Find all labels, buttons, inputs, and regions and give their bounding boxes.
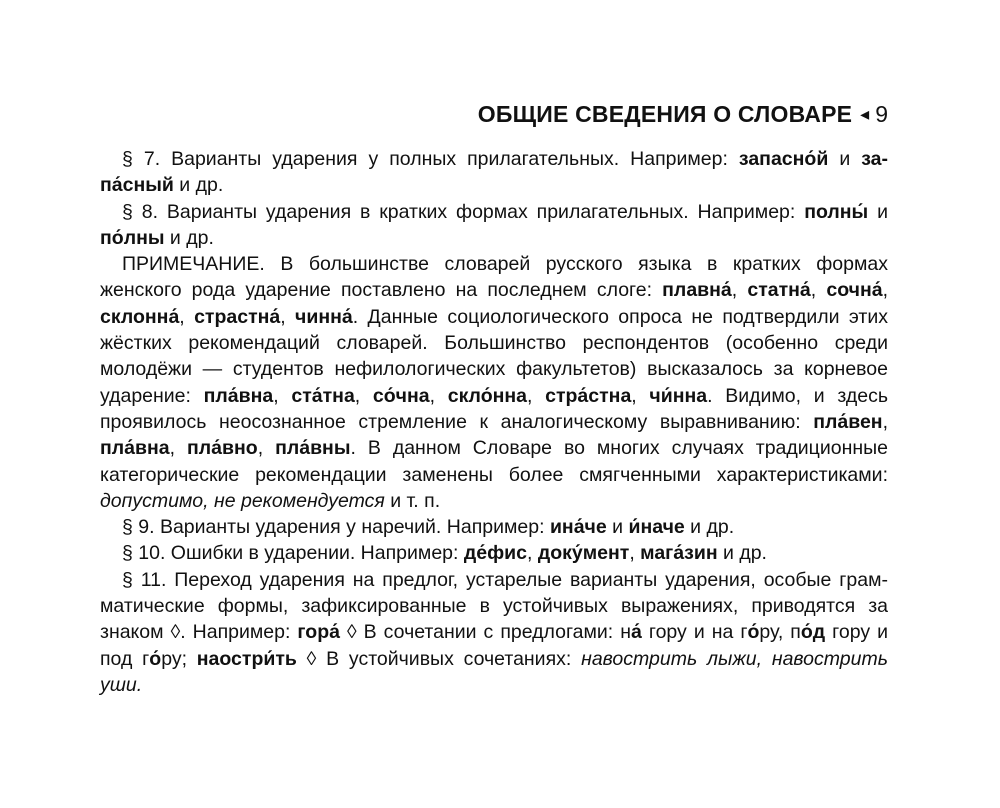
text-run: . Видимо, и здесь проявилось неосознанное стремление к аналогическому выравниванию: bbox=[100, 384, 888, 433]
text-run: гору и на г bbox=[641, 621, 748, 644]
document-page bbox=[100, 96, 888, 698]
running-head bbox=[100, 96, 888, 132]
text-run: , bbox=[169, 437, 187, 460]
text-run: § 11. Переход ударения на предлог, устарелые варианты ударения, особые грамматические формы, зафиксированные в устойчивых выражениях, приводятся за знаком ◊. Например: bbox=[100, 568, 888, 644]
text-run: § 9. Варианты ударения у наречий. Например: bbox=[122, 516, 550, 539]
headword: а́ bbox=[631, 621, 642, 644]
headword: мага́зин bbox=[640, 542, 718, 565]
text-run: ру, п bbox=[759, 621, 801, 644]
text-run: § 10. Ошибки в ударении. Например: bbox=[122, 542, 464, 565]
text-run: , bbox=[354, 384, 373, 407]
page-title: ОБЩИЕ СВЕДЕНИЯ О СЛОВАРЕ bbox=[477, 100, 853, 127]
text-run: и др. bbox=[684, 516, 735, 539]
triangle-left-icon: ◂ bbox=[860, 103, 870, 124]
text-run: , bbox=[526, 542, 538, 565]
text-run: § 7. Варианты ударения у полных прилагательных. Например: bbox=[122, 148, 739, 170]
page-number: 9 bbox=[875, 100, 888, 127]
text-run: . В данном Словаре во многих случаях традиционные категорические рекомендации заменены более смягченными характеристиками: bbox=[100, 437, 888, 486]
italic-text: допустимо, не рекомендуется bbox=[100, 489, 385, 512]
paragraph-8 bbox=[100, 199, 888, 252]
text-run: и др. bbox=[717, 542, 767, 565]
text-run: , bbox=[429, 384, 448, 407]
text-run: . Данные социологического опроса не подтвердили этих жёстких рекомендаций словарей. Большинство респондентов (особенно среди молодёжи — студентов нефилологических факультетов) высказалось за корневое ударение: bbox=[100, 305, 888, 407]
headword: пла́вен bbox=[813, 410, 883, 433]
text-run: ПРИМЕЧАНИЕ. В большинстве словарей русского языка в кратких формах женского рода ударение поставлено на последнем слоге: bbox=[100, 253, 888, 302]
italic-text: навострить лыжи, навострить уши. bbox=[100, 647, 888, 696]
text-run: , bbox=[527, 384, 546, 407]
text-run: и т. п. bbox=[384, 489, 441, 512]
headword: чи́нна bbox=[649, 384, 708, 407]
headword: со́чна bbox=[372, 384, 430, 407]
text-run: , bbox=[257, 437, 276, 460]
headword: пла́вна bbox=[203, 384, 274, 407]
text-run: , bbox=[731, 279, 748, 302]
headword: пла́вны bbox=[275, 437, 351, 460]
text-run: , bbox=[629, 542, 641, 565]
headword: статна́ bbox=[747, 279, 811, 302]
body-text bbox=[100, 146, 888, 698]
text-run: и bbox=[868, 200, 888, 223]
headword: пла́вно bbox=[187, 437, 258, 460]
text-run: , bbox=[273, 384, 292, 407]
headword: запасно́й bbox=[738, 148, 829, 170]
paragraph-11 bbox=[100, 567, 888, 698]
headword: ста́тна bbox=[291, 384, 355, 407]
text-run: и bbox=[828, 148, 862, 170]
headword: стра́стна bbox=[545, 384, 632, 407]
headword: доку́мент bbox=[537, 542, 630, 565]
paragraph-9 bbox=[100, 514, 888, 540]
headword: плавна́ bbox=[662, 279, 732, 302]
text-run: и др. bbox=[164, 226, 214, 249]
text-run: ◊ В сочетании с предлогами: н bbox=[339, 621, 632, 644]
headword: скло́нна bbox=[447, 384, 528, 407]
headword: гора́ bbox=[297, 621, 340, 644]
text-run: гору и под г bbox=[100, 621, 888, 670]
text-run: ◊ В устойчивых сочетаниях: bbox=[296, 647, 582, 670]
text-run: и др. bbox=[173, 174, 224, 197]
headword: о́ bbox=[149, 647, 162, 670]
text-run: , bbox=[631, 384, 650, 407]
headword: о́д bbox=[800, 621, 826, 644]
paragraph-10 bbox=[100, 540, 888, 566]
headword: полны́ bbox=[804, 200, 869, 223]
headword: сочна́ bbox=[826, 279, 883, 302]
headword: ина́че bbox=[549, 516, 607, 539]
headword: чинна́ bbox=[295, 305, 353, 328]
headword: по́лны bbox=[100, 226, 165, 249]
headword: наостри́ть bbox=[196, 647, 297, 670]
paragraph-7 bbox=[100, 146, 888, 199]
headword: де́фис bbox=[463, 542, 527, 565]
text-run: , bbox=[882, 410, 888, 433]
text-run: и bbox=[606, 516, 629, 539]
headword: о́ bbox=[747, 621, 760, 644]
text-run: , bbox=[810, 279, 827, 302]
headword: и́наче bbox=[628, 516, 685, 539]
headword: страстна́ bbox=[194, 305, 281, 328]
text-run: , bbox=[280, 305, 296, 328]
headword: склонна́ bbox=[100, 305, 180, 328]
text-run: ру; bbox=[161, 647, 197, 670]
paragraph-note bbox=[100, 251, 888, 514]
text-run: , bbox=[179, 305, 195, 328]
text-run: § 8. Варианты ударения в кратких формах прилагательных. Например: bbox=[122, 200, 805, 223]
text-run: , bbox=[882, 279, 888, 302]
headword: запа́сный bbox=[100, 148, 888, 197]
headword: пла́вна bbox=[100, 437, 170, 460]
